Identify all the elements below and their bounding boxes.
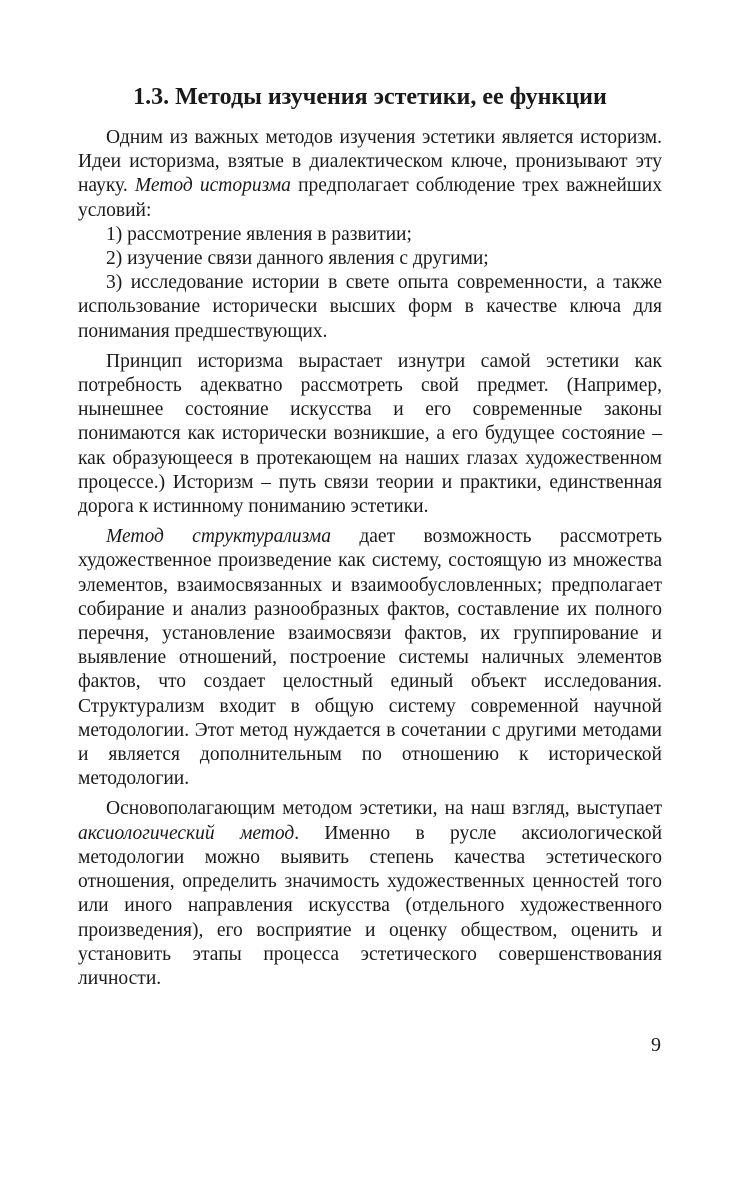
term-axiological-method: аксиологический метод: [78, 822, 295, 844]
paragraph-axiological: [78, 797, 662, 991]
paragraph-historicism-principle: Принцип историзма вырастает изнутри самой эстетики как потребность адекватно рассмотреть свой предмет. (Например, нынешнее состояние искусства и его современные законы понимаются как исторически возникшие, а его будущее состояние – как образующееся в протекающем на наших глазах художественном процессе.) Историзм – путь связи теории и практики, единственная дорога к истинному пониманию эстетики.: [78, 350, 662, 518]
conditions-list: [78, 223, 662, 344]
text-run: дает возможность рассмотреть художественное произведение как систему, состоящую из множества элементов, взаимосвязанных и взаимообусловленных; предполагает собирание и анализ разнообразных фактов, составление их полного перечня, установление взаимосвязи фактов, их группирование и выявление отношений, построение системы наличных элементов фактов, что создает целостный единый объект исследования. Структурализм входит в общую систему современной научной методологии. Этот метод нуждается в сочетании с другими методами и является дополнительным по отношению к исторической методологии.: [78, 526, 663, 790]
page-number: 9: [651, 1034, 661, 1056]
text-run: предполагает соблюдение трех важнейших условий:: [78, 175, 662, 221]
section-title: 1.3. Методы изучения эстетики, ее функции: [133, 84, 607, 110]
paragraph-historicism-intro: [78, 126, 662, 223]
condition-item-2: 2) изучение связи данного явления с другими;: [106, 248, 489, 270]
condition-item-1: 1) рассмотрение явления в развитии;: [106, 223, 412, 245]
text-run: Одним из важных методов изучения эстетики является историзм. Идеи историзма, взятые в диалектическом ключе, пронизывают эту науку.: [78, 127, 662, 197]
paragraph-structuralism: [78, 525, 662, 791]
term-historicism-method: Метод историзма: [134, 175, 291, 197]
term-structuralism-method: Метод структурализма: [106, 526, 331, 548]
text-run: . Именно в русле аксиологической методологии можно выявить степень качества эстетического отношения, определить значимость художественных ценностей того или иного направления искусства (отдельного художественного произведения), его восприятие и оценку обществом, оценить и установить этапы процесса эстетического совершенствования личности.: [78, 822, 662, 989]
page-content: [78, 72, 662, 991]
condition-item-3: 3) исследование истории в свете опыта современности, а также использование исторически высших форм в качестве ключа для понимания предшествующих.: [78, 272, 662, 342]
text-run: Основополагающим методом эстетики, на наш взгляд, выступает: [106, 798, 662, 820]
